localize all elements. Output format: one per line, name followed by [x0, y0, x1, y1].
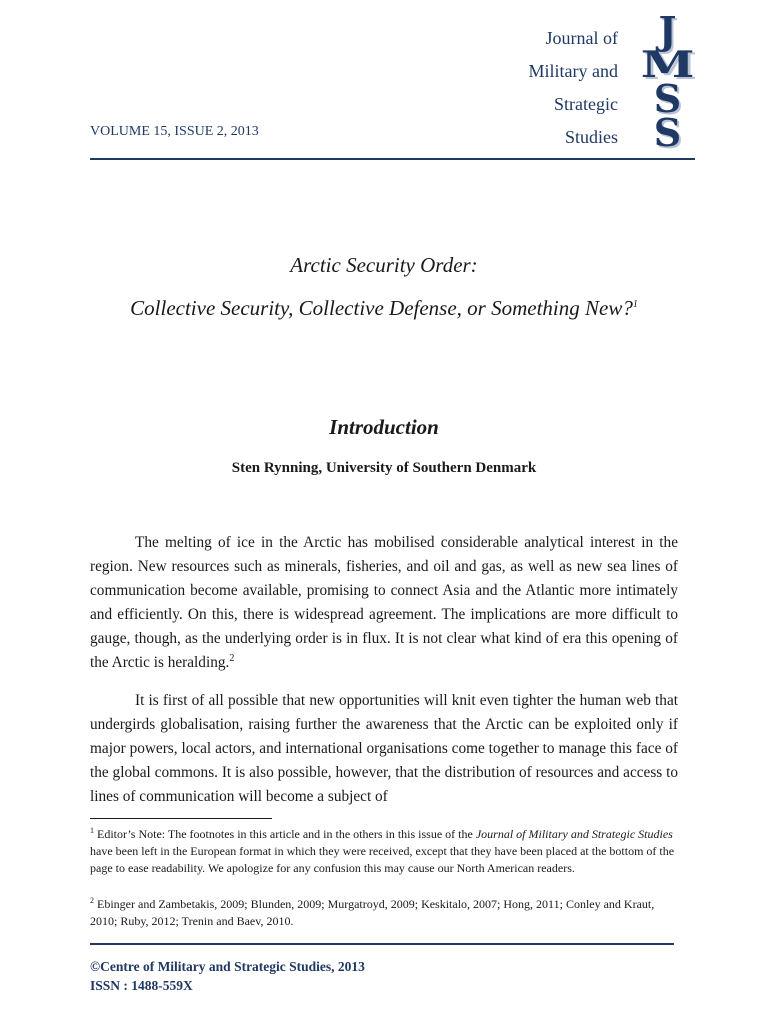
footnote-separator — [90, 818, 272, 819]
body-paragraph — [90, 689, 678, 809]
article-title-line-1: Arctic Security Order: — [290, 253, 478, 277]
journal-title-line: Military and — [528, 61, 618, 81]
footnote-2 — [90, 896, 678, 930]
logo-letter: S — [653, 76, 681, 121]
logo-letter: M — [640, 44, 694, 86]
footnote-text: Editor’s Note: The footnotes in this article and in the others in this issue of the — [94, 827, 476, 841]
paragraph-text: The melting of ice in the Arctic has mobilised considerable analytical interest in the region. New resources such as minerals, fisheries, and oil and gas, as well as new sea lines of communication become available, promising to connect Asia and the Atlantic more intimately and efficiently. On this, there is widespread agreement. The implications are more difficult to gauge, though, as the underlying order is in flux. It is not clear what kind of era this opening of the Arctic is heralding. — [90, 534, 678, 671]
journal-title-line: Strategic — [554, 94, 618, 114]
journal-name-italic: Journal of Military and Strategic Studies — [475, 827, 673, 841]
footer-divider — [90, 943, 674, 945]
footnote-number: 2 — [90, 896, 94, 905]
footnote-text: have been left in the European format in which they were received, except that they have been placed at the bottom of the page to ease readability. We apologize for any confusion this may cause our North American readers. — [90, 844, 675, 875]
paragraph-text: It is first of all possible that new opportunities will knit even tighter the human web that undergirds globalisation, raising further the awareness that the Arctic can be exploited only if major powers, local actors, and international organisations come together to manage this face of the global commons. It is also possible, however, that the distribution of resources and access to lines of communication will become a subject of — [90, 692, 678, 805]
volume-issue: VOLUME 15, ISSUE 2, 2013 — [90, 124, 259, 139]
footnote-number: 1 — [90, 826, 94, 835]
footnote-marker[interactable]: 1 — [632, 299, 638, 310]
section-heading: Introduction — [329, 415, 439, 439]
journal-title-line: Studies — [564, 127, 618, 147]
journal-title-line: Journal of — [545, 28, 618, 48]
article-subtitle: Collective Security, Collective Defense, or Something New? — [130, 296, 633, 320]
issn: ISSN : 1488-559X — [90, 978, 193, 993]
copyright-notice: ©Centre of Military and Strategic Studies, 2013 — [90, 959, 365, 974]
article-title-line-2 — [0, 296, 768, 321]
journal-title — [529, 22, 618, 154]
header-divider — [90, 158, 695, 160]
logo-letter: S — [653, 110, 681, 155]
jmss-logo — [634, 8, 700, 155]
footnote-1 — [90, 826, 678, 877]
logo-letter: J — [658, 8, 676, 53]
author-line: Sten Rynning, University of Southern Denmark — [231, 460, 537, 476]
body-paragraph — [90, 531, 678, 675]
footnote-marker[interactable]: 2 — [229, 652, 235, 664]
footnote-text: Ebinger and Zambetakis, 2009; Blunden, 2009; Murgatroyd, 2009; Keskitalo, 2007; Hong, 2011; Conley and Kraut, 2010; Ruby, 2012; Trenin and Baev, 2010. — [90, 897, 655, 928]
